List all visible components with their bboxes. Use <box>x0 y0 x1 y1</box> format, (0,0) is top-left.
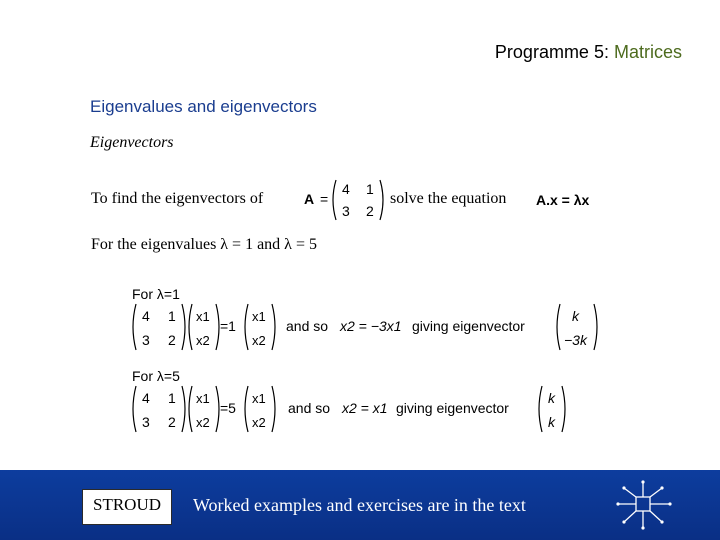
subsection-title: Eigenvectors <box>90 134 174 151</box>
svg-text:x2: x2 <box>196 415 210 430</box>
svg-text:k: k <box>548 390 555 406</box>
case1-label: For λ=1 <box>132 286 180 302</box>
svg-text:1: 1 <box>168 308 176 324</box>
svg-text:x1: x1 <box>196 391 210 406</box>
matrix-a21: 3 <box>342 203 350 219</box>
line2-text: For the eigenvalues λ = 1 and λ = 5 <box>91 236 317 253</box>
case2-label: For λ=5 <box>132 368 180 384</box>
line1-prefix: To find the eigenvectors of <box>91 190 264 207</box>
svg-text:giving eigenvector: giving eigenvector <box>396 400 509 416</box>
svg-text:1: 1 <box>168 390 176 406</box>
svg-text:x1: x1 <box>252 391 266 406</box>
svg-text:giving eigenvector: giving eigenvector <box>412 318 525 334</box>
matrix-a11: 4 <box>342 181 350 197</box>
stroud-logo: STROUD <box>82 489 172 525</box>
svg-text:x2: x2 <box>252 333 266 348</box>
svg-text:x1: x1 <box>252 309 266 324</box>
matrix-a12: 1 <box>366 181 374 197</box>
equation-text: A.x = λx <box>536 192 590 208</box>
programme-label: Programme 5: <box>494 42 609 62</box>
case1-relation: x2 = −3x1 <box>340 318 402 334</box>
topic-label: Matrices <box>613 42 682 62</box>
svg-text:=: = <box>320 191 329 207</box>
svg-text:k: k <box>572 308 579 324</box>
case2-relation: x2 = x1 <box>342 400 388 416</box>
svg-text:4: 4 <box>142 308 150 324</box>
footer-text: Worked examples and exercises are in the text <box>193 495 526 515</box>
line1-middle: solve the equation <box>390 190 507 207</box>
svg-text:2: 2 <box>168 332 176 348</box>
matrix-name: A <box>304 191 315 207</box>
case1-block <box>128 284 608 354</box>
svg-text:x1: x1 <box>196 309 210 324</box>
svg-text:and so: and so <box>288 400 331 416</box>
network-logo-icon <box>614 480 674 532</box>
svg-text:and so: and so <box>286 318 329 334</box>
svg-text:x2: x2 <box>196 333 210 348</box>
svg-text:−3k: −3k <box>564 332 587 348</box>
matrix-a22: 2 <box>366 203 374 219</box>
programme-header <box>495 42 682 63</box>
svg-text:k: k <box>548 414 555 430</box>
svg-text:2: 2 <box>168 414 176 430</box>
matrix-A-definition <box>300 176 390 224</box>
svg-text:3: 3 <box>142 414 150 430</box>
svg-text:3: 3 <box>142 332 150 348</box>
case1-eq: =1 <box>220 318 236 334</box>
case2-eq: =5 <box>220 400 236 416</box>
section-title: Eigenvalues and eigenvectors <box>90 97 317 116</box>
svg-text:4: 4 <box>142 390 150 406</box>
svg-text:x2: x2 <box>252 415 266 430</box>
case2-block <box>128 366 608 436</box>
